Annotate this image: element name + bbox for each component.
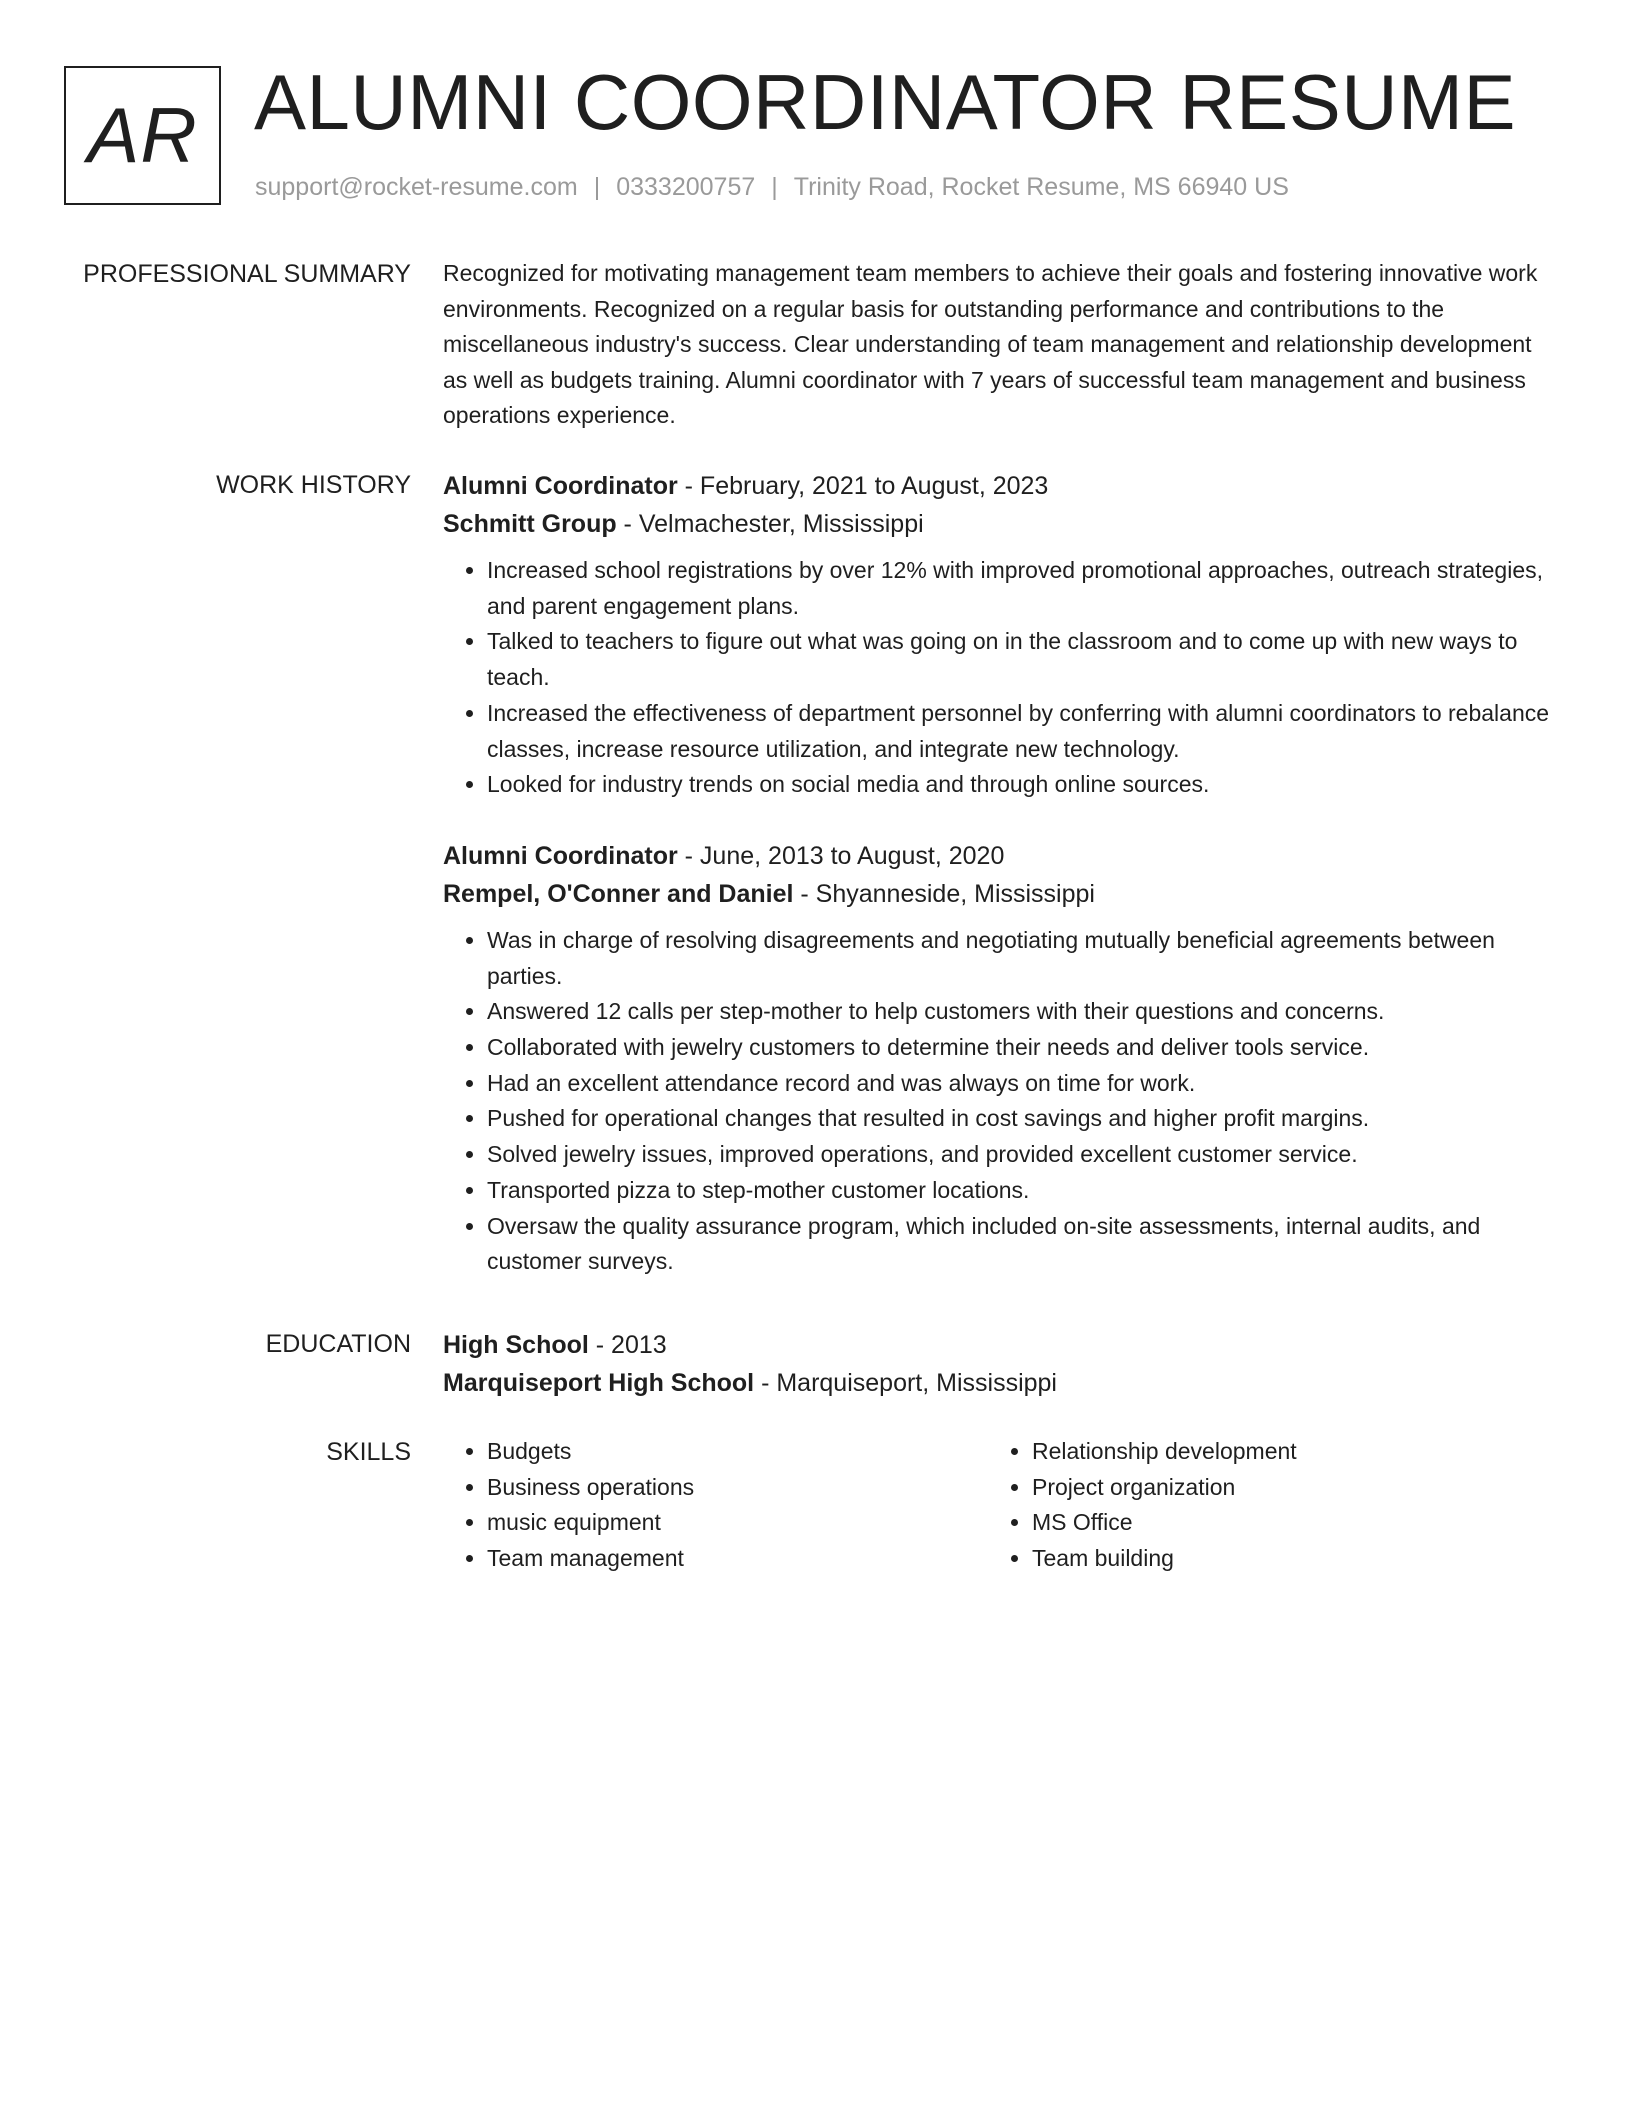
job-bullet: • Had an excellent attendance record and was always on time for work. <box>487 1066 1555 1102</box>
section-label-skills: SKILLS <box>326 1438 411 1466</box>
job-title: Alumni Coordinator <box>443 472 678 500</box>
job-entry <box>443 467 1555 803</box>
job-bullet: • Collaborated with jewelry customers to determine their needs and deliver tools service. <box>487 1030 1555 1066</box>
skill-item: • MS Office <box>1032 1505 1533 1541</box>
section-label-work-history: WORK HISTORY <box>216 471 411 499</box>
contact-separator: | <box>771 173 778 201</box>
contact-line <box>255 173 1289 202</box>
section-label-education: EDUCATION <box>265 1330 411 1358</box>
skill-item: • Team building <box>1032 1541 1533 1577</box>
job-bullet: • Pushed for operational changes that resulted in cost savings and higher profit margins. <box>487 1101 1555 1137</box>
job-bullet: • Looked for industry trends on social media and through online sources. <box>487 767 1555 803</box>
job-company: Schmitt Group <box>443 510 617 538</box>
school-name: Marquiseport High School <box>443 1369 755 1397</box>
job-bullets <box>443 553 1555 803</box>
section-label-summary: PROFESSIONAL SUMMARY <box>83 260 411 288</box>
initials: AR <box>87 91 198 179</box>
job-location: - Shyanneside, Mississippi <box>793 879 1095 908</box>
job-title: Alumni Coordinator <box>443 841 678 870</box>
page-title: ALUMNI COORDINATOR RESUME <box>254 58 1517 146</box>
contact-separator: | <box>593 173 601 201</box>
summary-text: Recognized for motivating management team members to achieve their goals and fostering innovative work environments. Recognized on a regular basis for outstanding performance and contributions to the miscellaneous industry's success. Clear understanding of team management and relationship development as well as budgets training. Alumni coordinator with 7 years of successful team management and business operations experience. <box>443 260 1538 428</box>
contact-phone: 0333200757 <box>616 173 756 201</box>
job-title-line <box>443 467 1555 505</box>
job-bullet: • Answered 12 calls per step-mother to help customers with their questions and concerns. <box>487 994 1555 1030</box>
job-bullet: • Increased school registrations by over 12% with improved promotional approaches, outreach strategies, and parent engagement plans. <box>487 553 1555 624</box>
job-location: - Velmachester, Mississippi <box>616 510 924 538</box>
monogram-logo <box>64 66 221 205</box>
contact-email: support@rocket-resume.com <box>255 173 578 201</box>
job-company-line <box>443 875 1555 913</box>
job-bullet: • Increased the effectiveness of department personnel by conferring with alumni coordinators to rebalance classes, increase resource utilization, and integrate new technology. <box>487 696 1555 767</box>
job-bullet: • Talked to teachers to figure out what was going on in the classroom and to come up with new ways to teach. <box>487 624 1555 695</box>
job-dates: - June, 2013 to August, 2020 <box>677 841 1005 870</box>
skill-item: • Team management <box>487 1541 988 1577</box>
school-line <box>443 1364 1555 1402</box>
graduation-year: - 2013 <box>588 1331 667 1359</box>
contact-address: Trinity Road, Rocket Resume, MS 66940 US <box>793 173 1289 201</box>
skill-item: • Business operations <box>487 1470 988 1506</box>
job-bullet: • Was in charge of resolving disagreements and negotiating mutually beneficial agreements between parties. <box>487 923 1555 994</box>
skills-body <box>443 1434 1555 1577</box>
job-dates: - February, 2021 to August, 2023 <box>677 472 1049 500</box>
job-bullets <box>443 923 1555 1280</box>
job-bullet: • Solved jewelry issues, improved operations, and provided excellent customer service. <box>487 1137 1555 1173</box>
skill-item: • Budgets <box>487 1434 988 1470</box>
skill-item: • music equipment <box>487 1505 988 1541</box>
degree-line <box>443 1326 1555 1364</box>
job-title-line <box>443 837 1555 875</box>
skills-grid <box>443 1434 1555 1577</box>
job-company: Rempel, O'Conner and Daniel <box>443 879 794 908</box>
degree: High School <box>443 1331 589 1359</box>
skill-item: • Project organization <box>1032 1470 1533 1506</box>
skills-column-left <box>443 1434 988 1577</box>
job-entry <box>443 837 1555 1280</box>
school-location: - Marquiseport, Mississippi <box>754 1369 1057 1397</box>
work-history-body <box>443 467 1555 1280</box>
skills-column-right <box>988 1434 1533 1577</box>
job-company-line <box>443 505 1555 543</box>
summary-body <box>443 256 1555 434</box>
skill-item: • Relationship development <box>1032 1434 1533 1470</box>
job-bullet: • Oversaw the quality assurance program, which included on-site assessments, internal audits, and customer surveys. <box>487 1209 1555 1280</box>
education-body <box>443 1326 1555 1402</box>
job-bullet: • Transported pizza to step-mother customer locations. <box>487 1173 1555 1209</box>
